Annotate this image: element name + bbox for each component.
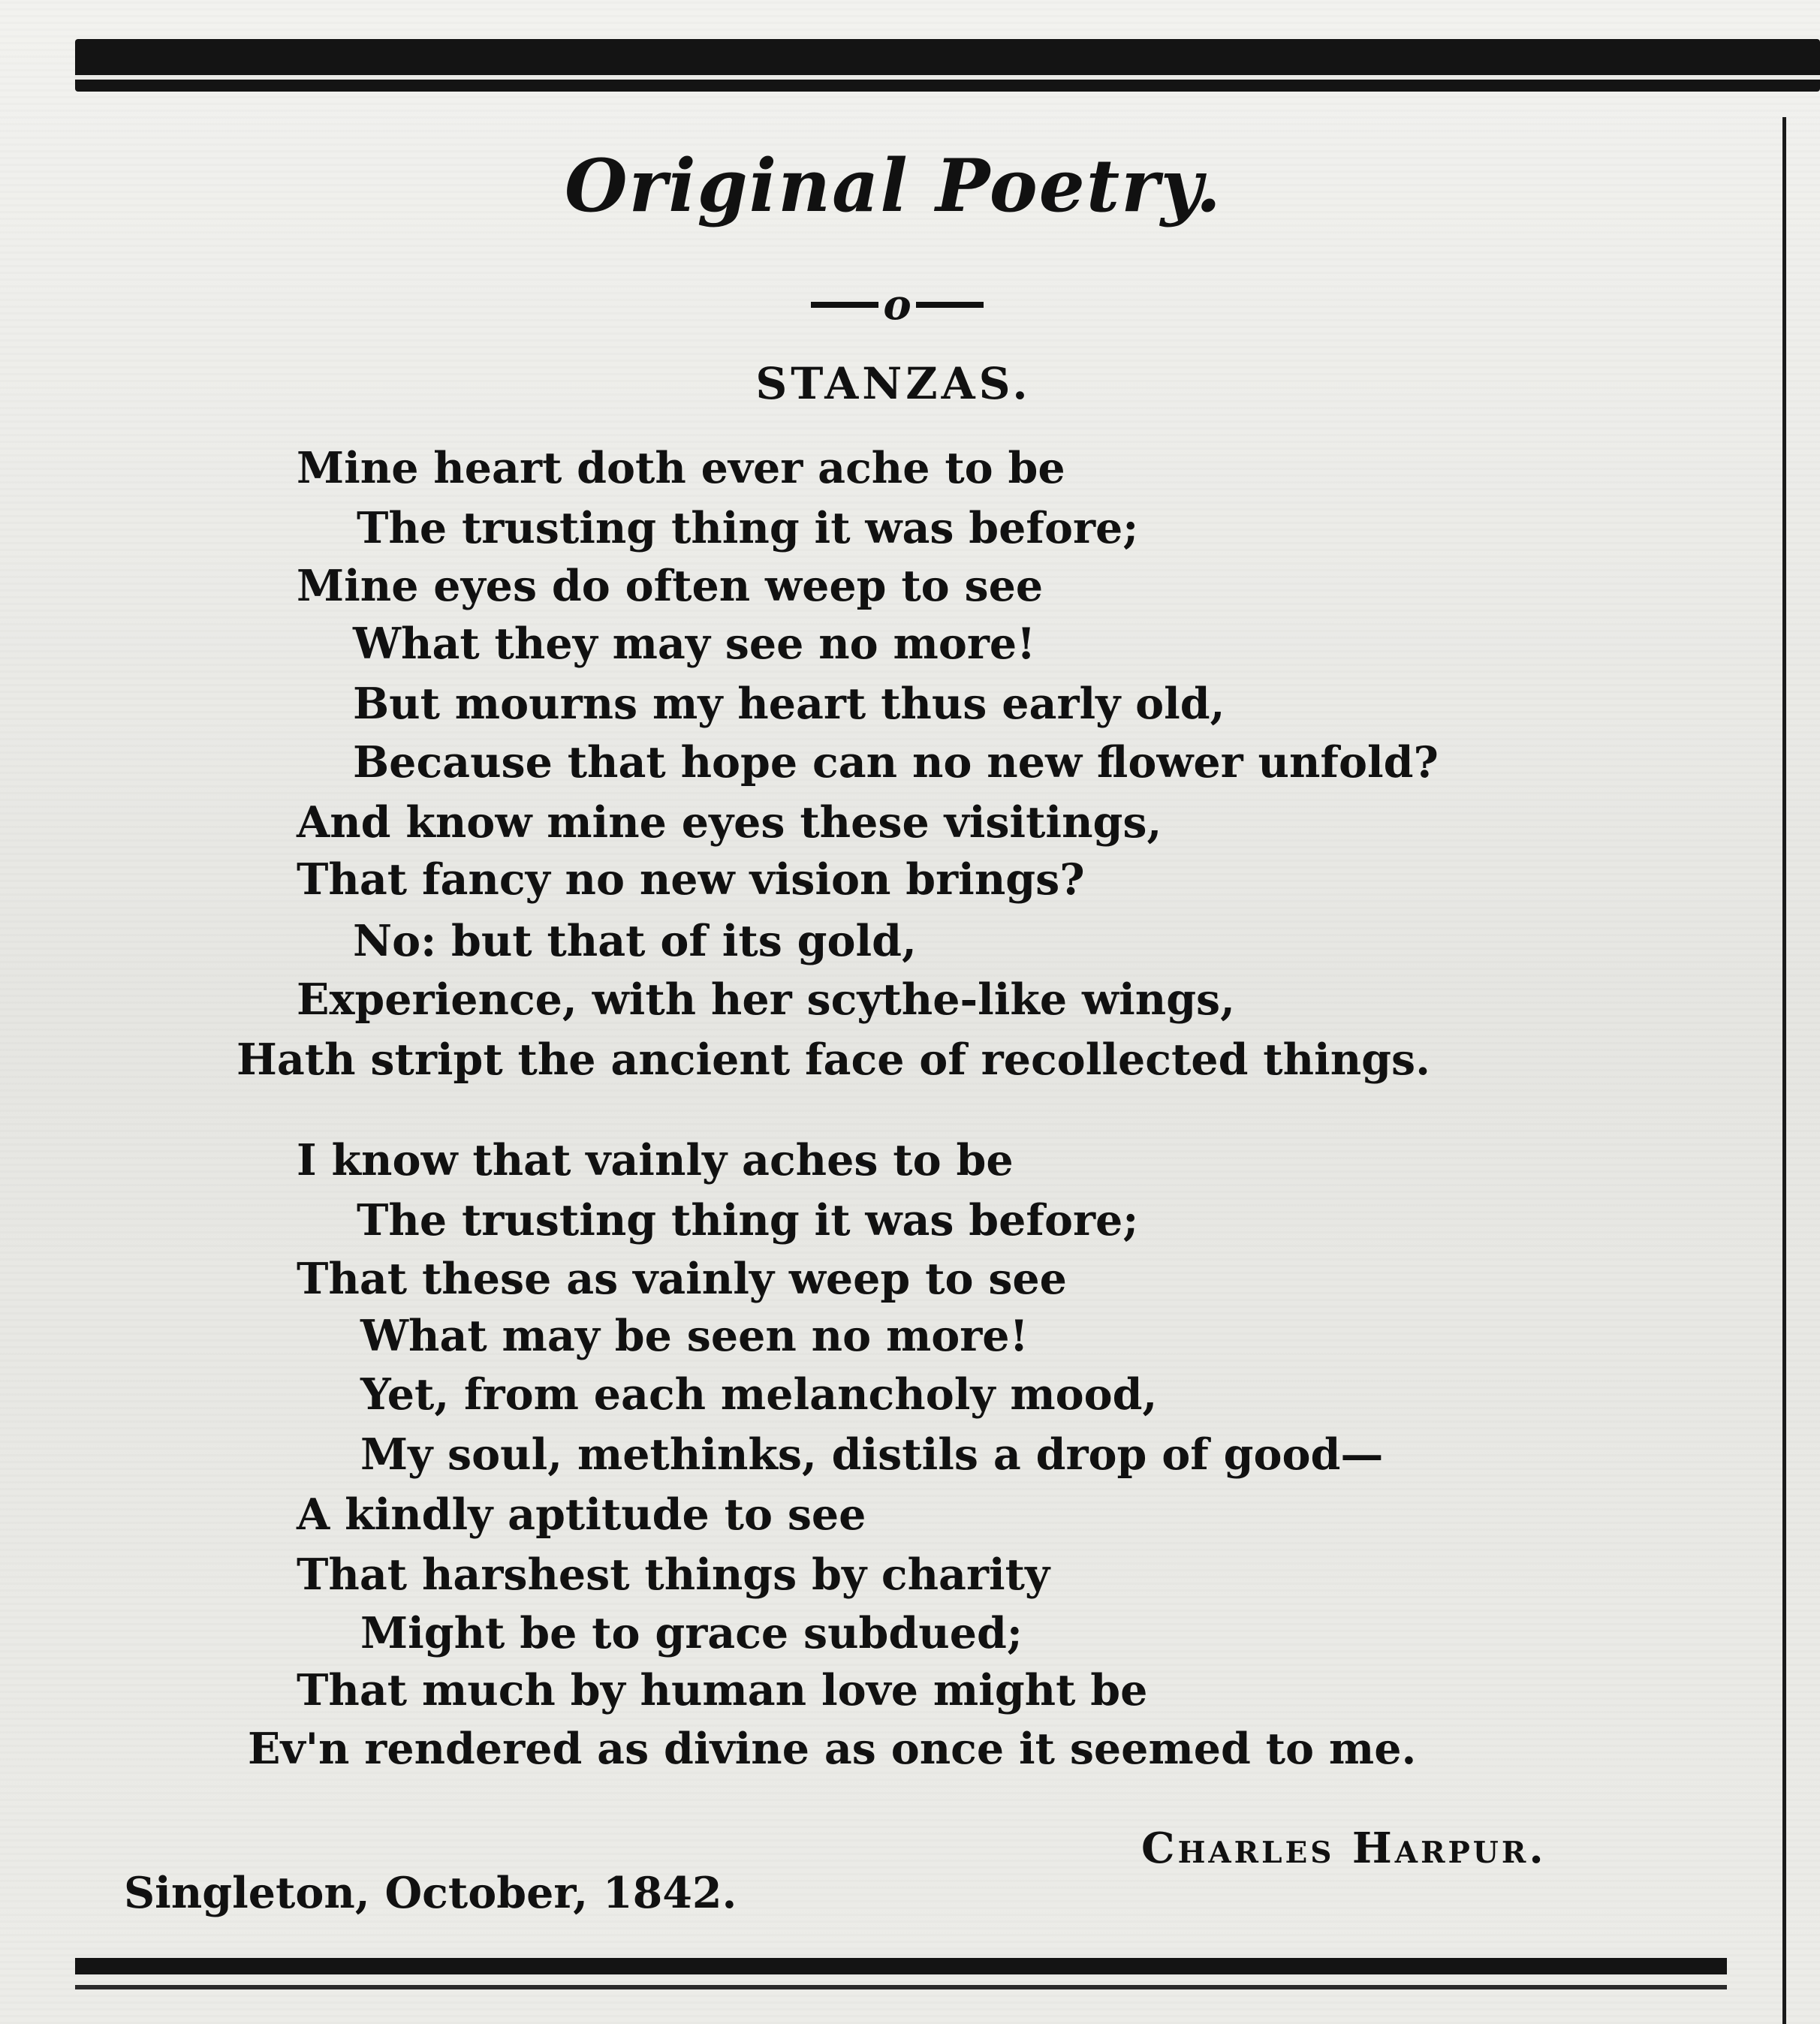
author-signature: Charles Harpur.: [1141, 1824, 1547, 1873]
poem-line: No: but that of its gold,: [353, 916, 917, 966]
poem-line: Yet, from each melancholy mood,: [360, 1369, 1158, 1420]
poem-line: The trusting thing it was before;: [357, 503, 1139, 553]
bottom-rule-thin: [75, 1985, 1727, 1989]
poem-title: STANZAS.: [755, 358, 1032, 409]
top-rule: [75, 39, 1820, 92]
ornament-divider: [800, 279, 995, 330]
poem-line: That these as vainly weep to see: [297, 1254, 1067, 1304]
bottom-rule: [75, 1958, 1727, 1974]
poem-line: The trusting thing it was before;: [357, 1195, 1139, 1245]
poem-line: My soul, methinks, distils a drop of good—: [360, 1429, 1384, 1480]
poem-line: What may be seen no more!: [360, 1311, 1029, 1361]
poem-line: I know that vainly aches to be: [297, 1135, 1014, 1185]
poem-line: And know mine eyes these visitings,: [297, 797, 1162, 848]
poem-line: Ev'n rendered as divine as once it seemed to me.: [248, 1724, 1417, 1774]
poem-line: But mourns my heart thus early old,: [353, 679, 1225, 729]
poem-line: Because that hope can no new flower unfold?: [353, 737, 1439, 788]
poem-line: That much by human love might be: [297, 1665, 1148, 1715]
ornament-glyph: o: [883, 280, 912, 330]
section-heading: Original Poetry.: [565, 143, 1222, 228]
poem-line: Hath stript the ancient face of recollected things.: [237, 1035, 1430, 1085]
dateline: Singleton, October, 1842.: [124, 1868, 737, 1918]
poem-line: A kindly aptitude to see: [297, 1489, 866, 1540]
poem-line: What they may see no more!: [353, 619, 1036, 669]
poem-line: Experience, with her scythe-like wings,: [297, 974, 1235, 1025]
ornament-bar-right: [916, 302, 984, 308]
poem-line: Mine heart doth ever ache to be: [297, 443, 1065, 493]
poem-line: That fancy no new vision brings?: [297, 854, 1085, 905]
poem-line: Might be to grace subdued;: [360, 1608, 1023, 1658]
ornament-bar-left: [811, 302, 878, 308]
poem-line: Mine eyes do often weep to see: [297, 561, 1044, 611]
poem-line: That harshest things by charity: [297, 1550, 1050, 1600]
